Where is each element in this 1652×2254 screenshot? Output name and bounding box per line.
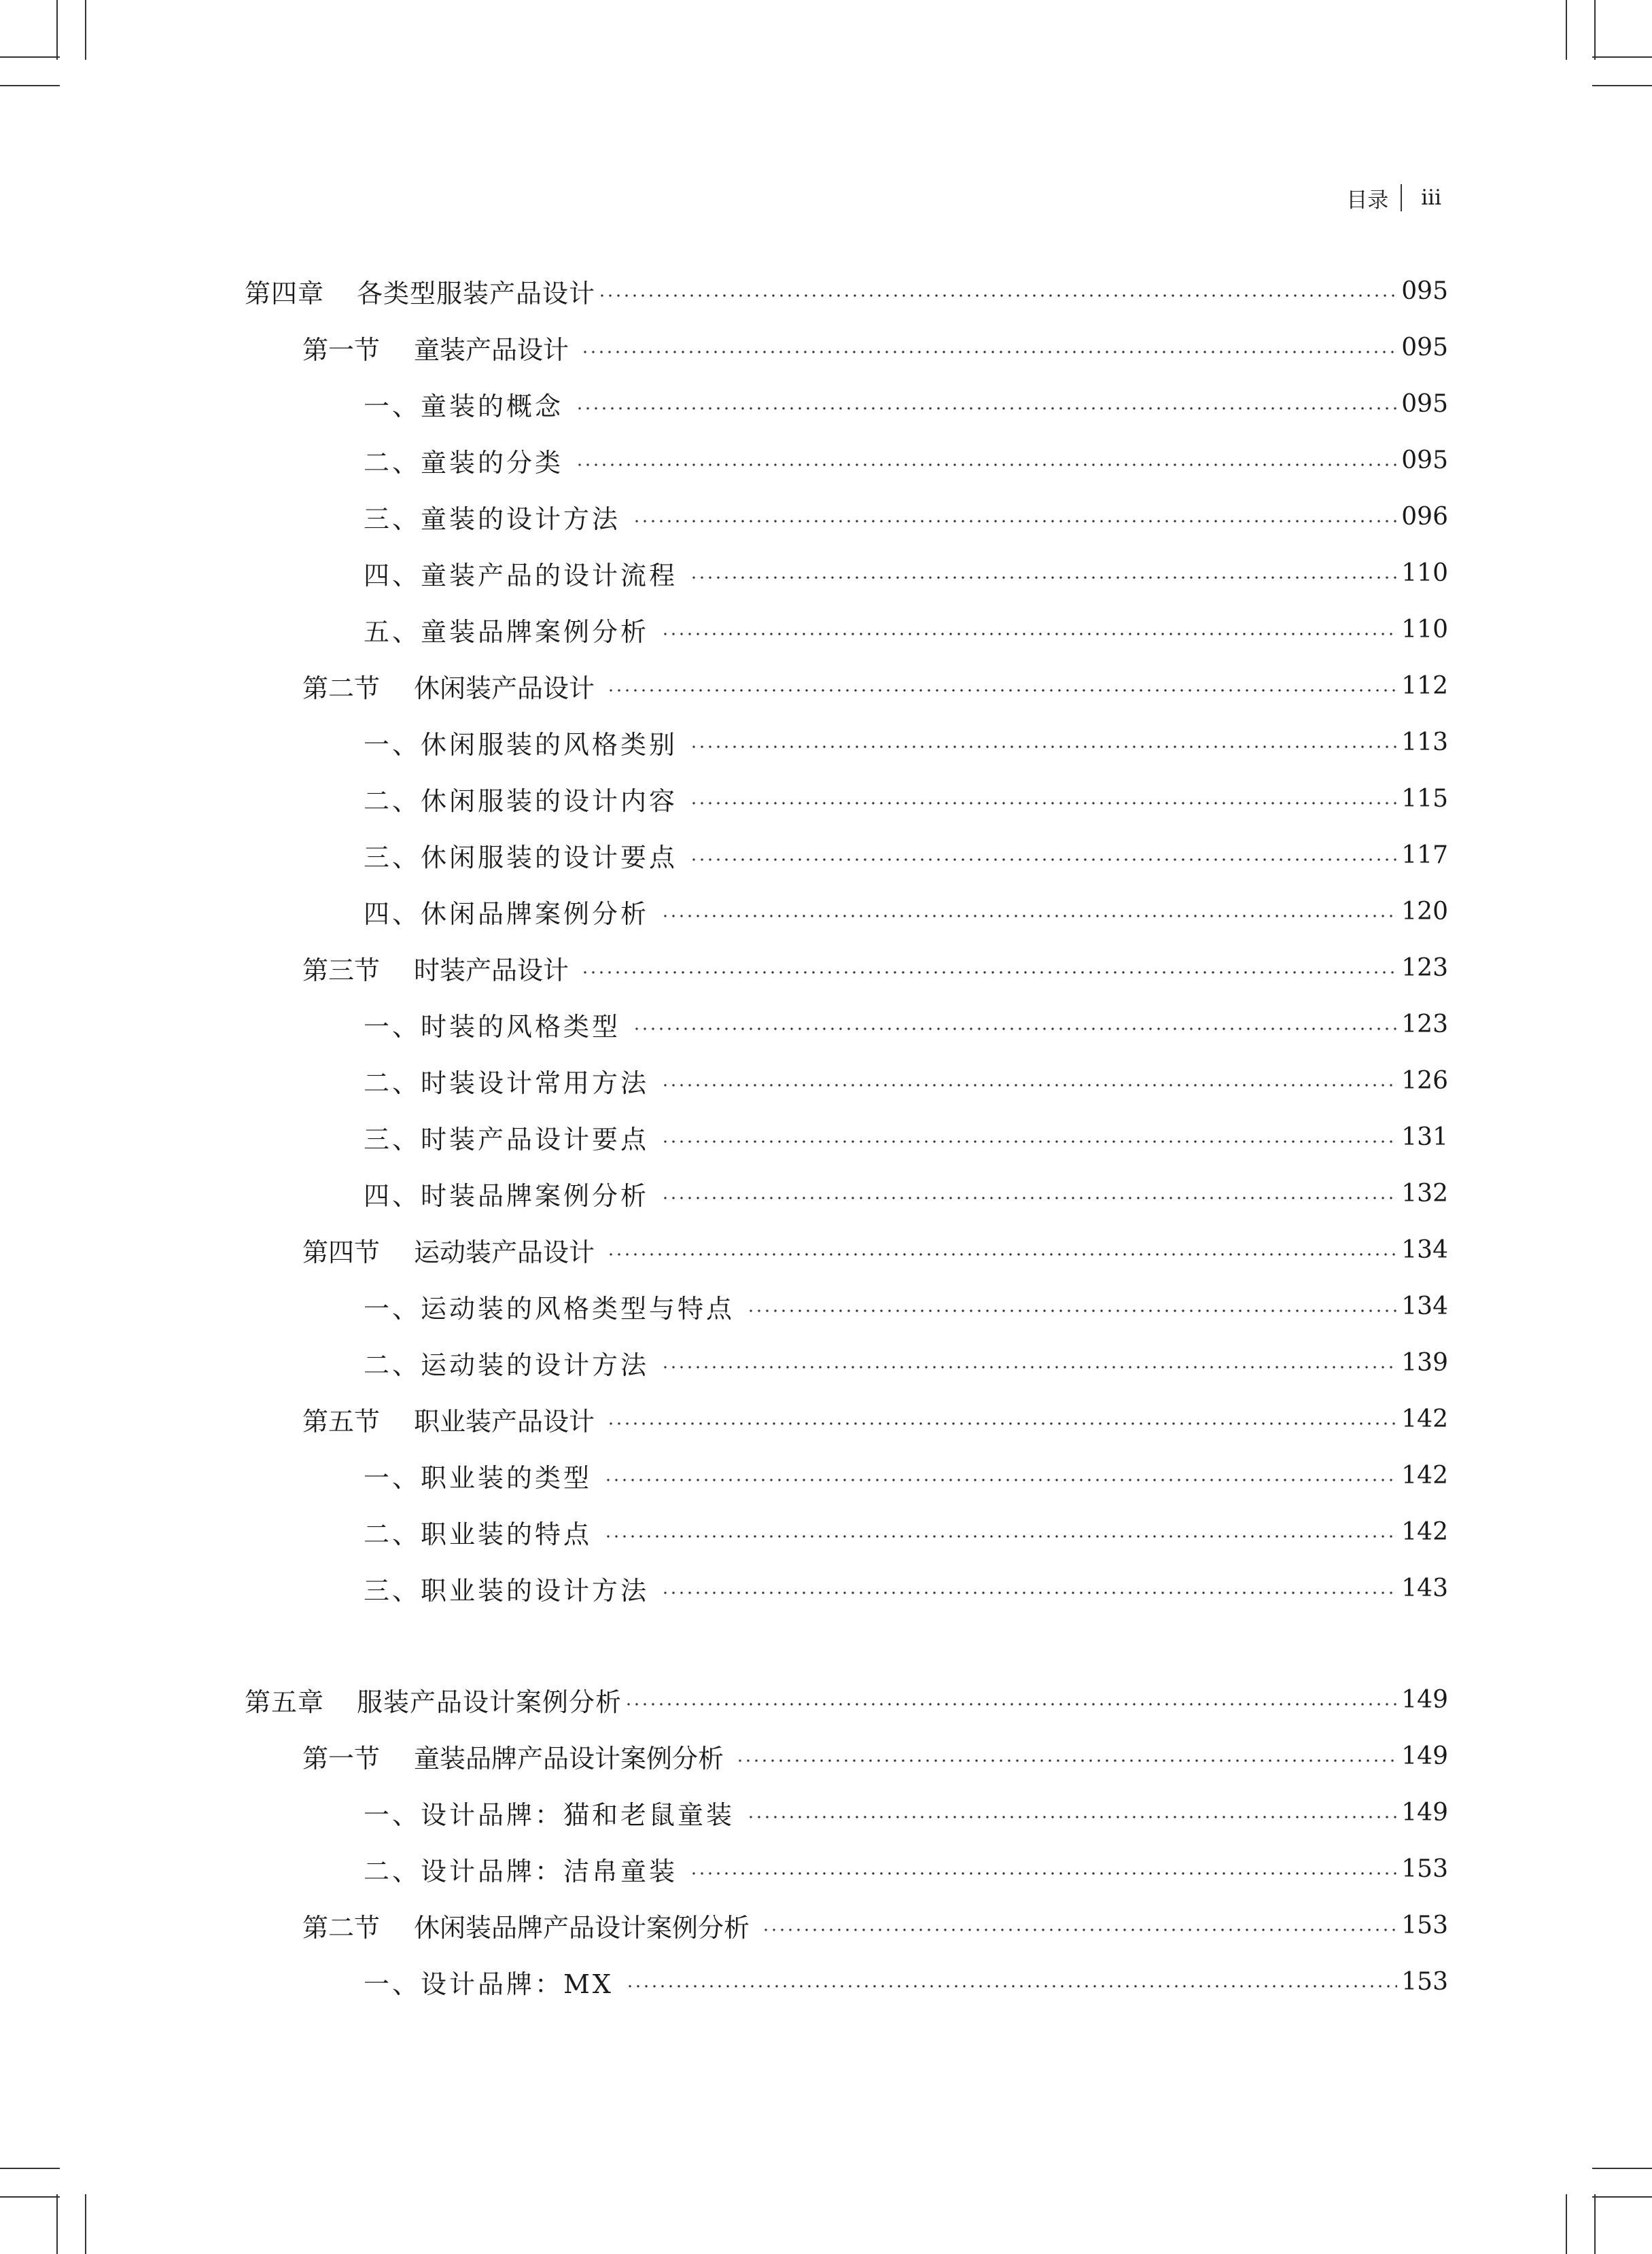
- toc-entry-number: 第二节: [302, 673, 381, 703]
- toc-entry-number: 第一节: [302, 1743, 381, 1774]
- toc-item-row: [364, 1511, 1448, 1552]
- toc-entry-number: 第二节: [302, 1912, 381, 1943]
- toc-entry-title: 一、设计品牌：猫和老鼠童装: [364, 1799, 735, 1830]
- toc-entry-label: [302, 949, 569, 987]
- toc-entry-label: [364, 780, 678, 817]
- toc-entry-label: [302, 1231, 595, 1269]
- toc-entry-title: 运动装产品设计: [414, 1237, 595, 1267]
- toc-entry-label: [245, 1681, 622, 1719]
- toc-entry-label: [364, 1794, 735, 1831]
- toc-chapter-row: [245, 1679, 1448, 1720]
- dot-leader: [604, 1479, 1397, 1481]
- toc-entry-title: 一、运动装的风格类型与特点: [364, 1293, 735, 1324]
- toc-section-row: [302, 1229, 1448, 1270]
- toc-page-number: 115: [1401, 784, 1448, 813]
- toc-entry-label: [364, 1062, 649, 1099]
- toc-item-row: [364, 722, 1448, 762]
- page-number: iii: [1421, 186, 1441, 210]
- toc-entry-label: [364, 1513, 592, 1551]
- dot-leader: [626, 1985, 1397, 1988]
- toc-item-row: [364, 383, 1448, 424]
- toc-section-row: [302, 665, 1448, 706]
- dot-leader: [581, 351, 1397, 353]
- toc-page-number: 142: [1401, 1405, 1448, 1433]
- toc-entry-title: 三、休闲服装的设计要点: [364, 842, 678, 873]
- toc-page-number: 096: [1401, 502, 1448, 531]
- dot-leader: [762, 1929, 1397, 1931]
- toc-entry-title: 二、运动装的设计方法: [364, 1350, 650, 1380]
- dot-leader: [747, 1816, 1397, 1818]
- dot-leader: [661, 1197, 1397, 1199]
- toc-page-number: 153: [1401, 1967, 1448, 1996]
- dot-leader: [661, 1366, 1397, 1369]
- toc-entry-label: [364, 837, 678, 874]
- toc-item-row: [364, 1173, 1448, 1214]
- dot-leader: [604, 1535, 1397, 1538]
- toc-entry-title: 四、时装品牌案例分析: [364, 1180, 650, 1211]
- toc-item-row: [364, 1792, 1448, 1833]
- running-head-title: 目录: [1346, 188, 1389, 213]
- toc-entry-label: [302, 1401, 595, 1438]
- dot-leader: [607, 689, 1397, 692]
- toc-page-number: 123: [1401, 953, 1448, 982]
- toc-entry-number: 第四节: [302, 1237, 381, 1267]
- toc-entry-label: [302, 667, 595, 705]
- toc-page-number: 149: [1401, 1742, 1448, 1770]
- toc-page-number: 132: [1401, 1179, 1448, 1208]
- toc-entry-title: 职业装产品设计: [414, 1406, 595, 1437]
- toc-entry-label: [364, 1344, 649, 1381]
- toc-page-number: 112: [1401, 671, 1448, 700]
- toc-item-row: [364, 1060, 1448, 1101]
- dot-leader: [607, 1253, 1397, 1256]
- toc-page-number: 110: [1401, 559, 1448, 587]
- toc-entry-title: 时装产品设计: [414, 955, 569, 985]
- toc-section-row: [302, 327, 1448, 368]
- toc-page-number: 143: [1401, 1574, 1448, 1602]
- toc-entry-label: [302, 1738, 724, 1775]
- toc-entry-label: [364, 385, 563, 423]
- toc-entry-title: 四、童装产品的设计流程: [364, 560, 678, 591]
- toc-page-number: 139: [1401, 1348, 1448, 1377]
- toc-entry-label: [364, 1119, 649, 1156]
- toc-entry-label: [364, 1175, 649, 1212]
- toc-entry-label: [364, 1850, 678, 1888]
- toc-entry-title: 一、童装的概念: [364, 391, 564, 421]
- dot-leader: [747, 1309, 1397, 1312]
- toc-entry-title: 五、童装品牌案例分析: [364, 616, 650, 647]
- toc-entry-title: 二、时装设计常用方法: [364, 1068, 650, 1098]
- toc-entry-title: 休闲装产品设计: [414, 673, 595, 703]
- toc-page-number: 120: [1401, 897, 1448, 926]
- toc-page-number: 123: [1401, 1010, 1448, 1038]
- toc-entry-label: [364, 1288, 735, 1325]
- toc-page-number: 142: [1401, 1461, 1448, 1490]
- dot-leader: [661, 633, 1397, 635]
- toc-entry-title: 二、休闲服装的设计内容: [364, 786, 678, 816]
- toc-item-row: [364, 834, 1448, 875]
- toc-item-row: [364, 1961, 1448, 2002]
- toc-entry-label: [364, 554, 678, 592]
- toc-page-number: 117: [1401, 841, 1448, 869]
- dot-leader: [598, 294, 1397, 297]
- toc-item-row: [364, 891, 1448, 932]
- toc-page-number: 095: [1401, 389, 1448, 418]
- dot-leader: [690, 576, 1397, 579]
- toc-section-row: [302, 1736, 1448, 1776]
- toc-entry-title: 四、休闲品牌案例分析: [364, 898, 650, 929]
- dot-leader: [690, 802, 1397, 805]
- toc-entry-title: 一、时装的风格类型: [364, 1011, 621, 1042]
- toc-page-number: 095: [1401, 446, 1448, 474]
- toc-entry-number: 第五章: [245, 1687, 325, 1717]
- toc-page-number: 095: [1401, 333, 1448, 362]
- dot-leader: [625, 1703, 1397, 1706]
- toc-entry-title: 三、时装产品设计要点: [364, 1124, 650, 1155]
- toc-chapter-row: [245, 270, 1448, 311]
- toc-item-row: [364, 1848, 1448, 1889]
- toc-page-number: 110: [1401, 615, 1448, 644]
- toc-entry-title: 二、童装的分类: [364, 447, 564, 478]
- toc-page-number: 153: [1401, 1911, 1448, 1939]
- dot-leader: [690, 745, 1397, 748]
- toc-entry-number: 第四章: [245, 278, 325, 309]
- toc-item-row: [364, 609, 1448, 650]
- toc-entry-label: [302, 1907, 750, 1944]
- toc-entry-label: [364, 442, 563, 479]
- dot-leader: [736, 1759, 1397, 1762]
- toc-entry-title: 童装品牌产品设计案例分析: [414, 1743, 724, 1774]
- dot-leader: [581, 971, 1397, 974]
- toc-item-row: [364, 1286, 1448, 1326]
- toc-entry-title: 一、职业装的类型: [364, 1462, 593, 1493]
- dot-leader: [690, 1872, 1397, 1875]
- toc-item-row: [364, 1116, 1448, 1157]
- toc-entry-label: [364, 1963, 614, 2001]
- toc-entry-label: [364, 1457, 592, 1494]
- toc-entry-number: 第三节: [302, 955, 381, 985]
- dot-leader: [661, 1084, 1397, 1087]
- toc-item-row: [364, 440, 1448, 480]
- toc-page-number: 149: [1401, 1685, 1448, 1714]
- toc-entry-label: [364, 893, 649, 930]
- toc-page-number: 142: [1401, 1517, 1448, 1546]
- toc-page-number: 134: [1401, 1235, 1448, 1264]
- toc-entry-label: [364, 611, 649, 648]
- toc-entry-label: [364, 724, 678, 761]
- toc-entry-title: 二、设计品牌：洁帛童装: [364, 1856, 678, 1886]
- toc-item-row: [364, 552, 1448, 593]
- toc-page-number: 126: [1401, 1066, 1448, 1095]
- toc-item-row: [364, 1455, 1448, 1496]
- toc-entry-label: [302, 329, 569, 366]
- toc-section-row: [302, 1905, 1448, 1945]
- toc-entry-title: 二、职业装的特点: [364, 1519, 593, 1549]
- toc-section-row: [302, 947, 1448, 988]
- toc-entry-number: 第一节: [302, 334, 381, 365]
- dot-leader: [661, 1591, 1397, 1594]
- toc-entry-title: 一、设计品牌：MX: [364, 1969, 614, 1999]
- toc-page-number: 113: [1401, 728, 1448, 756]
- toc-entry-title: 服装产品设计案例分析: [357, 1687, 622, 1717]
- toc-entry-number: 第五节: [302, 1406, 381, 1437]
- toc-entry-title: 各类型服装产品设计: [357, 278, 596, 309]
- toc-entry-label: [364, 1006, 620, 1043]
- toc-page-number: 131: [1401, 1123, 1448, 1151]
- toc-entry-title: 三、童装的设计方法: [364, 504, 621, 534]
- toc-item-row: [364, 1004, 1448, 1044]
- toc-entry-label: [364, 1570, 649, 1607]
- toc-item-row: [364, 1568, 1448, 1608]
- toc-entry-title: 休闲装品牌产品设计案例分析: [414, 1912, 750, 1943]
- dot-leader: [576, 463, 1397, 466]
- toc-entry-title: 一、休闲服装的风格类别: [364, 729, 678, 760]
- toc-entry-title: 三、职业装的设计方法: [364, 1575, 650, 1606]
- toc-page-number: 134: [1401, 1292, 1448, 1320]
- dot-leader: [633, 520, 1397, 523]
- dot-leader: [633, 1027, 1397, 1030]
- dot-leader: [661, 1140, 1397, 1143]
- toc-page-number: 149: [1401, 1798, 1448, 1827]
- toc-entry-title: 童装产品设计: [414, 334, 569, 365]
- dot-leader: [690, 858, 1397, 861]
- toc-item-row: [364, 778, 1448, 819]
- toc-section-row: [302, 1398, 1448, 1439]
- toc-item-row: [364, 1342, 1448, 1383]
- dot-leader: [607, 1422, 1397, 1425]
- dot-leader: [661, 915, 1397, 917]
- toc-page-number: 153: [1401, 1854, 1448, 1883]
- toc-item-row: [364, 496, 1448, 537]
- toc-entry-label: [245, 272, 595, 310]
- toc-page-number: 095: [1401, 277, 1448, 305]
- toc-entry-label: [364, 498, 620, 535]
- dot-leader: [576, 407, 1397, 410]
